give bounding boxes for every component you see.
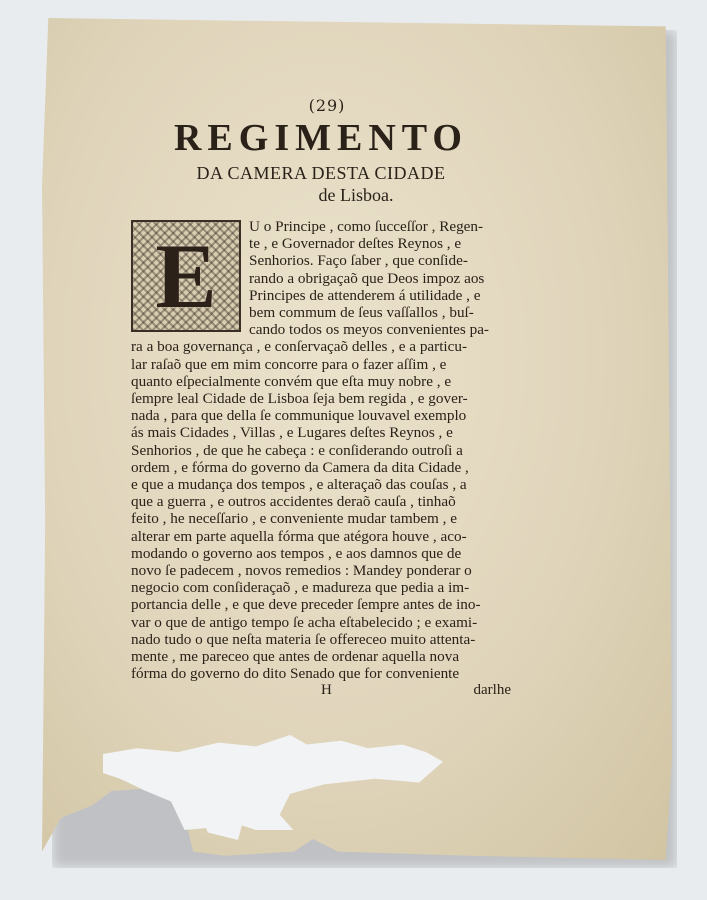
text-line: Principes de attenderem á utilidade , e	[249, 286, 481, 304]
catchword: darlhe	[473, 682, 511, 699]
text-line: nada , para que della ſe communique louvavel exemplo	[131, 407, 467, 425]
initial-letter: E	[155, 225, 217, 327]
text-line: rando a obrigaçaõ que Deos impoz aos	[249, 269, 485, 287]
text-line: que a guerra , e outros accidentes deraõ cauſa , tinhaõ	[131, 493, 456, 511]
text-line: U o Principe , como ſucceſſor , Regen-	[249, 218, 484, 235]
text-line: fórma do governo do dito Senado que for conveniente	[131, 665, 460, 683]
text-line: Senhorios. Faço ſaber , que conſide-	[249, 252, 468, 270]
text-line: lar raſaõ que em mim concorre para o fazer aſſim , e	[131, 355, 447, 373]
text-line: Senhorios , de que he cabeça : e conſiderando outroſi a	[131, 441, 463, 459]
text-line: portancia delle , e que deve preceder ſempre antes de ino-	[131, 596, 481, 614]
text-line: ſempre leal Cidade de Lisboa ſeja bem regida , e gover-	[131, 390, 468, 408]
text-line: novo ſe padecem , novos remedios : Mandey ponderar o	[131, 562, 472, 580]
text-line: mente , me pareceo que antes de ordenar aquella nova	[131, 648, 460, 666]
text-line: feito , he neceſſario , e conveniente mudar tambem , e	[131, 510, 457, 528]
text-line: negocio com conſideraçaõ , e madureza que pedia a im-	[131, 579, 470, 597]
text-line: var o que de antigo tempo ſe acha eſtabelecido ; e exami-	[131, 613, 478, 631]
text-line: ás mais Cidades , Villas , e Lugares deſtes Reynos , e	[131, 424, 453, 442]
document-subtitle: DA CAMERA DESTA CIDADE	[196, 163, 446, 183]
document-subtitle-city: de Lisboa.	[318, 185, 394, 205]
signature-mark: H	[321, 682, 332, 699]
text-line: te , e Governador deſtes Reynos , e	[249, 235, 462, 253]
text-line: ordem , e fórma do governo da Camera da dita Cidade ,	[131, 458, 469, 476]
decorated-initial	[131, 220, 241, 332]
text-line: e que a mudança dos tempos , e alteraçaõ das couſas , a	[131, 476, 467, 494]
body-text	[131, 218, 511, 700]
text-line: bem commum de ſeus vaſſallos , buſ-	[249, 304, 474, 322]
page-number: (29)	[308, 96, 346, 115]
text-line: ra a boa governança , e conſervaçaõ delles , e a particu-	[131, 338, 468, 356]
text-line: alterar em parte aquella fórma que atégora houve , aco-	[131, 527, 467, 545]
text-line: modando o governo aos tempos , e aos damnos que de	[131, 544, 462, 562]
document-text	[131, 96, 511, 700]
text-line: quanto eſpecialmente convém que eſta muy nobre , e	[131, 372, 452, 390]
text-line: cando todos os meyos convenientes pa-	[249, 321, 489, 339]
document-title: REGIMENTO	[173, 117, 468, 159]
text-line: nado tudo o que neſta materia ſe offereceo muito attenta-	[131, 630, 476, 648]
page-footer	[131, 682, 511, 700]
